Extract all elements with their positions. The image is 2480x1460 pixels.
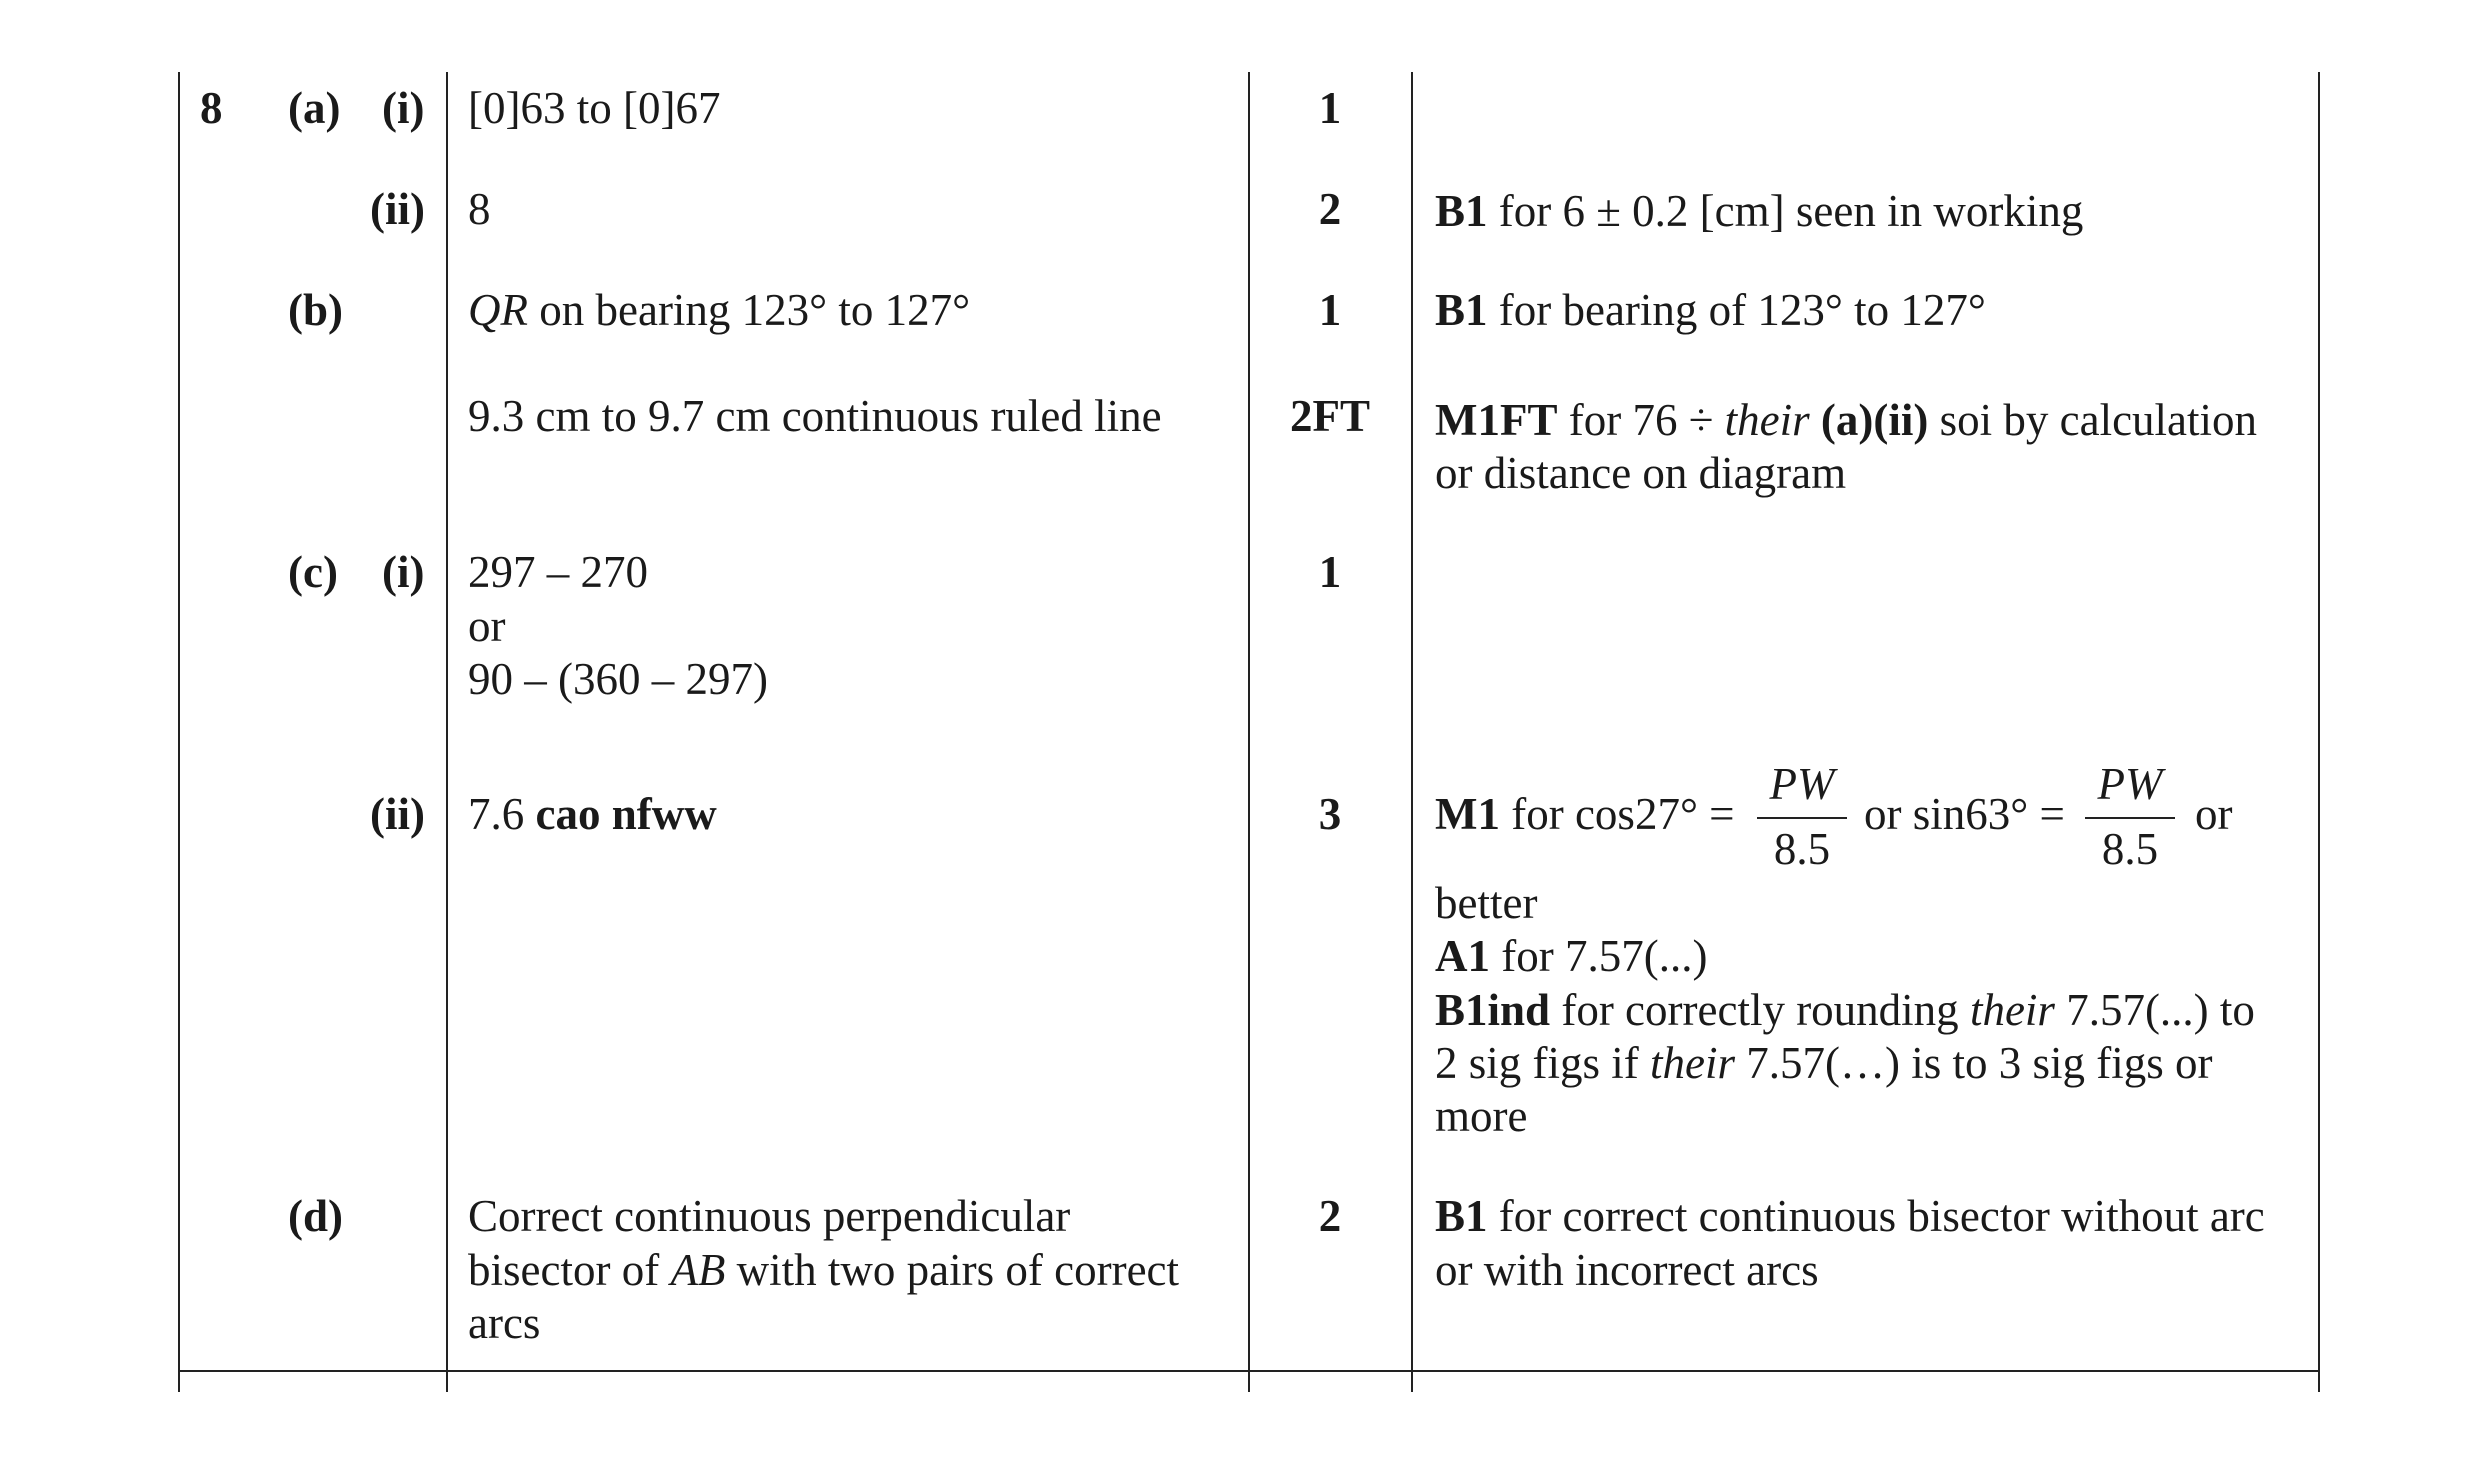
- fraction-denominator: 8.5: [1773, 824, 1831, 874]
- their-text: their: [1650, 1038, 1736, 1088]
- mark-code: B1: [1435, 1191, 1488, 1241]
- table-divider-answer: [446, 72, 448, 1392]
- answer-text: with two pairs of correct: [725, 1245, 1180, 1295]
- fraction-pw-over-8-5-cos: [1757, 758, 1847, 876]
- answer-c-i-line-1: 297 – 270: [468, 547, 648, 597]
- fraction-denominator: 8.5: [2101, 824, 2159, 874]
- table-divider-guidance: [1411, 72, 1413, 1392]
- mark-a-ii: 2: [1318, 184, 1342, 234]
- guidance-d-line-2: or with incorrect arcs: [1435, 1245, 1819, 1295]
- part-label-d: (d): [288, 1191, 343, 1241]
- fraction-numerator: PW: [2097, 759, 2163, 809]
- fraction-bar: [1757, 817, 1847, 819]
- mark-c-i: 1: [1318, 547, 1342, 597]
- mark-code: M1: [1435, 789, 1500, 839]
- subpart-label-a-ii: (ii): [370, 184, 425, 234]
- guidance-text: for 7.57(...): [1490, 931, 1708, 981]
- guidance-b-line-1: [1435, 394, 2257, 447]
- part-label-b: (b): [288, 285, 343, 335]
- guidance-text: for 6 ± 0.2 [cm] seen in working: [1487, 186, 2084, 236]
- guidance-b-bearing: [1435, 284, 1986, 337]
- guidance-text: soi by calculation: [1928, 395, 2258, 445]
- fraction-bar: [2085, 817, 2175, 819]
- answer-value: 7.6: [468, 789, 536, 839]
- mark-b-bearing: 1: [1318, 285, 1342, 335]
- ab-label: AB: [670, 1245, 726, 1295]
- their-text: their: [1969, 985, 2055, 1035]
- answer-text: on bearing 123° to 127°: [528, 285, 971, 335]
- guidance-c-ii-better: better: [1435, 878, 1538, 928]
- guidance-text: for cos27° =: [1499, 789, 1735, 839]
- answer-c-ii: [468, 788, 717, 841]
- answer-d-line-1: Correct continuous perpendicular: [468, 1191, 1071, 1241]
- subpart-label-c-i: (i): [382, 547, 425, 597]
- qr-label: QR: [468, 285, 528, 335]
- answer-b-line: 9.3 cm to 9.7 cm continuous ruled line: [468, 391, 1162, 441]
- answer-c-i-line-2: or: [468, 601, 506, 651]
- guidance-c-ii-a1: [1435, 930, 1707, 983]
- fraction-numerator: PW: [1769, 759, 1835, 809]
- table-border-left: [178, 72, 180, 1392]
- guidance-text: for 76 ÷: [1557, 395, 1725, 445]
- guidance-text: for correct continuous bisector without arc: [1487, 1191, 2265, 1241]
- answer-text: bisector of: [468, 1245, 671, 1295]
- table-bottom-rule: [178, 1370, 2320, 1372]
- guidance-text: 7.57(...) to: [2054, 985, 2255, 1035]
- part-label-c: (c): [288, 547, 338, 597]
- guidance-c-ii-sin: or sin63° =: [1864, 789, 2065, 839]
- guidance-a-ii: [1435, 185, 2083, 238]
- answer-b-bearing: [468, 284, 970, 337]
- table-border-right: [2318, 72, 2320, 1392]
- guidance-text: 2 sig figs if: [1435, 1038, 1651, 1088]
- mark-c-ii: 3: [1318, 789, 1342, 839]
- mark-code: M1FT: [1435, 395, 1558, 445]
- part-label-a: (a): [288, 83, 341, 133]
- fraction-pw-over-8-5-sin: [2085, 758, 2175, 876]
- subpart-label-a-i: (i): [382, 83, 425, 133]
- subpart-label-c-ii: (ii): [370, 789, 425, 839]
- mark-code: B1: [1435, 285, 1488, 335]
- mark-a-i: 1: [1318, 83, 1342, 133]
- answer-qualifier: cao nfww: [535, 789, 717, 839]
- guidance-text: 7.57(…) is to 3 sig figs or: [1735, 1038, 2213, 1088]
- answer-c-i-line-3: 90 – (360 – 297): [468, 654, 768, 704]
- answer-a-ii: 8: [468, 184, 491, 234]
- guidance-c-ii-b1ind-2: [1435, 1037, 2213, 1090]
- mark-b-line: 2FT: [1289, 391, 1370, 441]
- their-text: their: [1724, 395, 1810, 445]
- guidance-d-line-1: [1435, 1190, 2265, 1243]
- guidance-c-ii-b1ind-1: [1435, 984, 2255, 1037]
- guidance-text: for correctly rounding: [1550, 985, 1970, 1035]
- answer-d-line-2: [468, 1244, 1179, 1297]
- guidance-c-ii-or: or: [2195, 789, 2233, 839]
- reference-text: (a)(ii): [1809, 395, 1929, 445]
- mark-d: 2: [1318, 1191, 1342, 1241]
- guidance-text: for bearing of 123° to 127°: [1487, 285, 1986, 335]
- mark-code: A1: [1435, 931, 1490, 981]
- guidance-c-ii-more: more: [1435, 1091, 1528, 1141]
- answer-a-i: [0]63 to [0]67: [468, 83, 721, 133]
- guidance-b-line-2: or distance on diagram: [1435, 448, 1847, 498]
- question-number: 8: [200, 83, 223, 133]
- answer-d-line-3: arcs: [468, 1298, 541, 1348]
- mark-code: B1: [1435, 186, 1488, 236]
- guidance-c-ii-m1: [1435, 788, 1735, 841]
- mark-code: B1ind: [1435, 985, 1551, 1035]
